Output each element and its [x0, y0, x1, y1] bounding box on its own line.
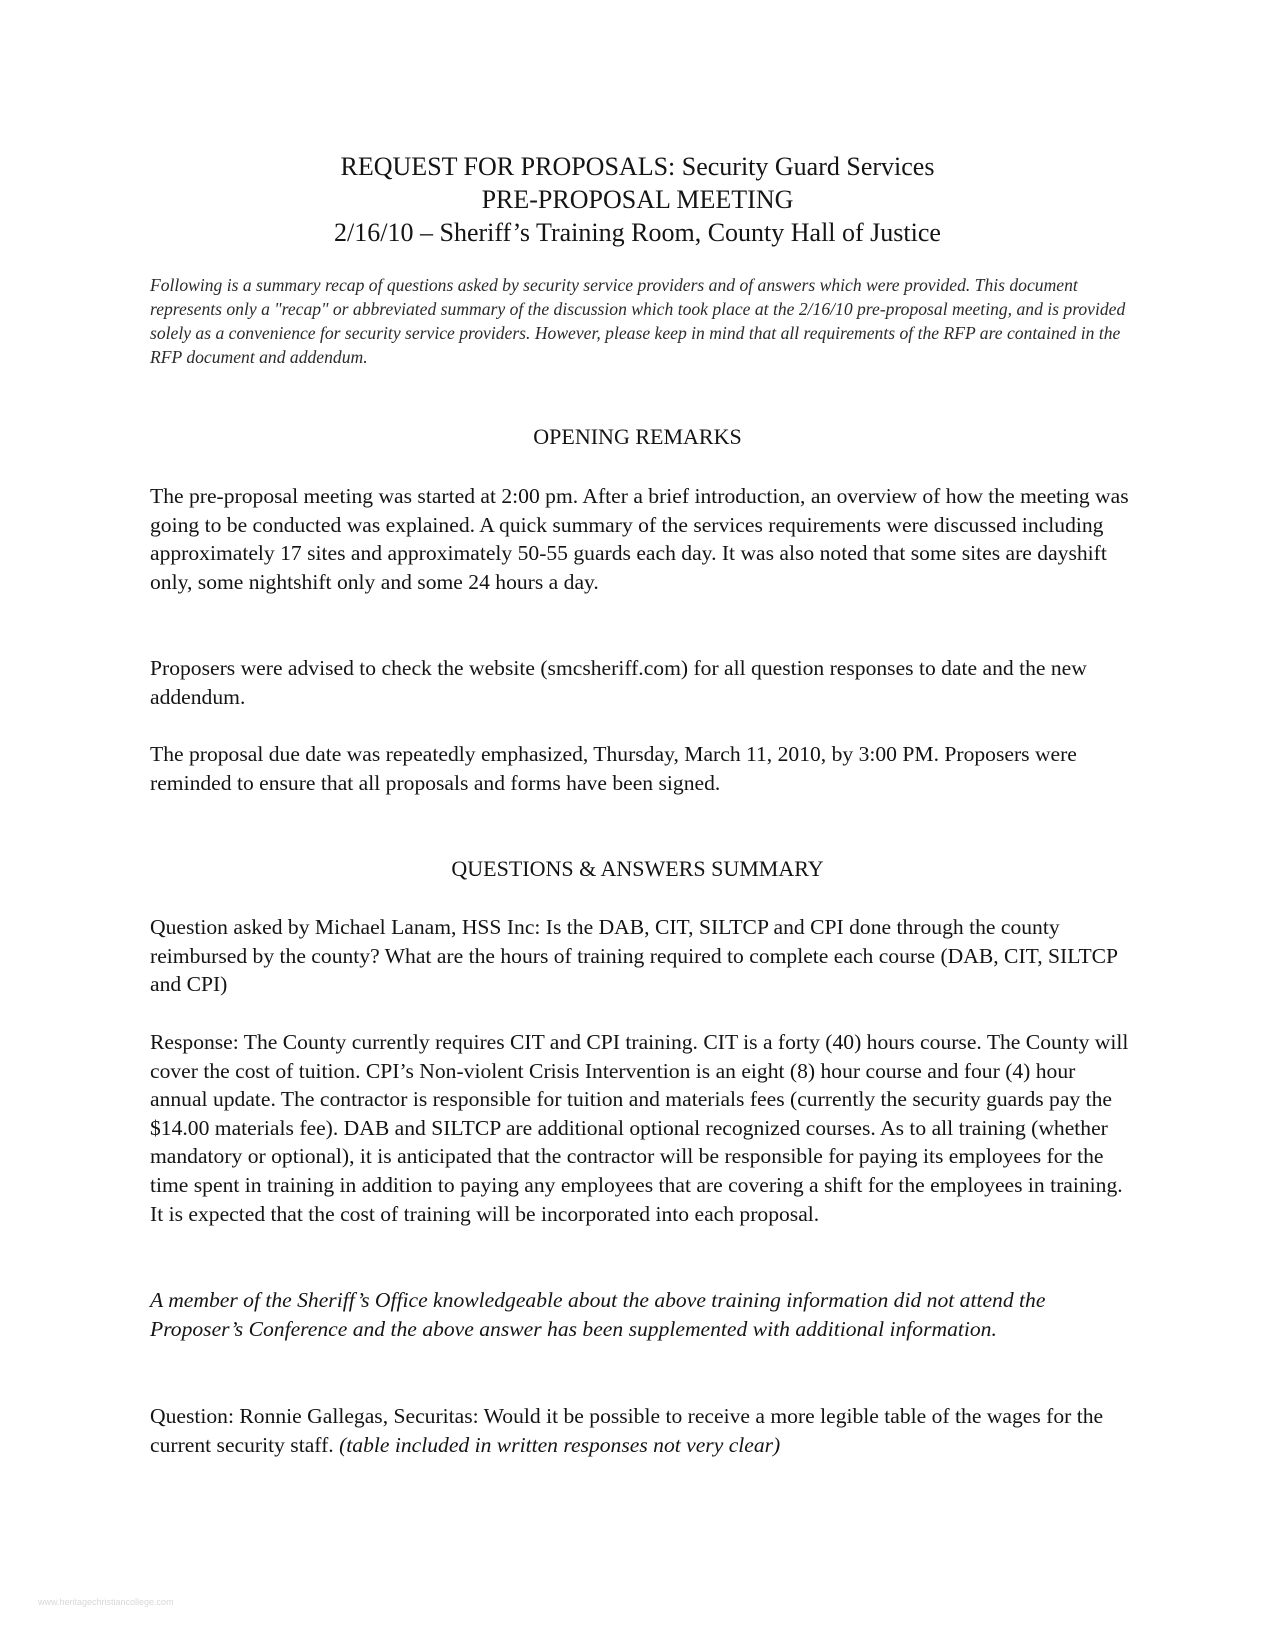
document-title [0, 150, 1275, 249]
opening-remarks-heading: OPENING REMARKS [533, 424, 742, 449]
question-1: Question asked by Michael Lanam, HSS Inc: Is the DAB, CIT, SILTCP and CPI done through the county reimbursed by the county? What are the hours of training required to complete each course (DAB, CIT, SILTCP and CPI) [150, 915, 1118, 997]
title-line-3: 2/16/10 – Sheriff’s Training Room, County Hall of Justice [334, 218, 941, 247]
opening-paragraph-3: The proposal due date was repeatedly emphasized, Thursday, March 11, 2010, by 3:00 PM. Proposers were reminded to ensure that all proposals and forms have been signed. [150, 742, 1077, 795]
intro-summary: Following is a summary recap of questions asked by security service providers and of answers which were provided. This document represents only a "recap" or abbreviated summary of the discussion which took place at the 2/16/10 pre-proposal meeting, and is provided solely as a convenience for security service providers. However, please keep in mind that all requirements of the RFP are contained in the RFP document and addendum. [150, 275, 1126, 367]
watermark: www.heritagechristiancollege.com [38, 1597, 174, 1607]
title-line-2: PRE-PROPOSAL MEETING [481, 185, 794, 214]
question-2-italic-note: (table included in written responses not very clear) [339, 1432, 781, 1457]
question-2 [150, 1402, 1135, 1459]
title-line-1: REQUEST FOR PROPOSALS: Security Guard Services [340, 152, 935, 181]
response-1: Response: The County currently requires CIT and CPI training. CIT is a forty (40) hours course. The County will cover the cost of tuition. CPI’s Non-violent Crisis Intervention is an eight (8) hour course and four (4) hour annual update. The contractor is responsible for tuition and materials fees (currently the security guards pay the $14.00 materials fee). DAB and SILTCP are additional optional recognized courses. As to all training (whether mandatory or optional), it is anticipated that the contractor will be responsible for paying its employees for the time spent in training in addition to paying any employees that are covering a shift for the employees in training. It is expected that the cost of training will be incorporated into each proposal. [150, 1030, 1129, 1226]
opening-paragraph-2: Proposers were advised to check the website (smcsheriff.com) for all question responses to date and the new addendum. [150, 656, 1087, 709]
qa-summary-heading: QUESTIONS & ANSWERS SUMMARY [451, 856, 824, 881]
question-2-text: Question: Ronnie Gallegas, Securitas: Would it be possible to receive a more legible table of the wages for the current security staff. [150, 1404, 1104, 1457]
opening-paragraph-1: The pre-proposal meeting was started at 2:00 pm. After a brief introduction, an overview of how the meeting was going to be conducted was explained. A quick summary of the services requirements were discussed including approximately 17 sites and approximately 50-55 guards each day. It was also noted that some sites are dayshift only, some nightshift only and some 24 hours a day. [150, 484, 1129, 594]
sheriff-office-note: A member of the Sheriff’s Office knowledgeable about the above training information did not attend the Proposer’s Conference and the above answer has been supplemented with additional information. [150, 1288, 1046, 1341]
